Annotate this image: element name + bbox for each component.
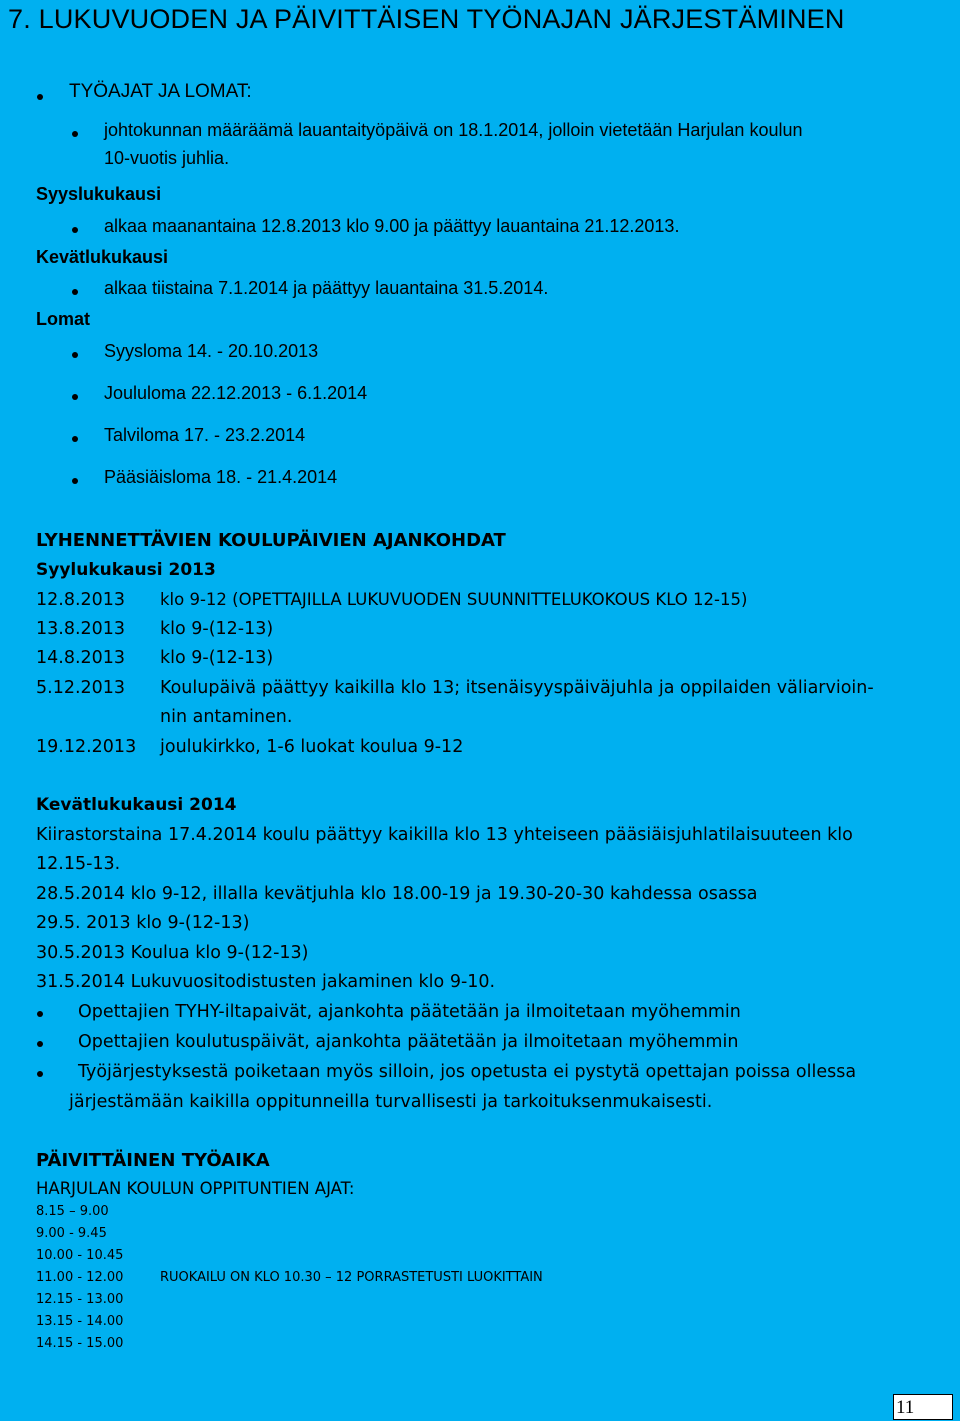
kevat-line: 29.5. 2013 klo 9-(12-13) [36,913,250,933]
bullet-icon [37,1011,43,1017]
row-date: 14.8.2013 [36,648,126,668]
lunch-note: RUOKAILU ON KLO 10.30 – 12 PORRASTETUSTI LUOKITTAIN [160,1270,543,1285]
bullet-icon [72,478,78,484]
loma-item: Pääsiäisloma 18. - 21.4.2014 [104,467,338,487]
bullet-icon [72,352,78,358]
syys-2013-heading: Syylukukausi 2013 [36,560,216,580]
bullet-icon [72,131,78,137]
lesson-time: 10.00 - 10.45 [36,1248,124,1263]
page-title: 7. LUKUVUODEN JA PÄIVITTÄISEN TYÖNAJAN JÄRJESTÄMINEN [8,4,845,34]
row-text: klo 9-12 (OPETTAJILLA LUKUVUODEN SUUNNITTELUKOKOUS KLO 12-15) [160,590,748,609]
row-text: joulukirkko, 1-6 luokat koulua 9-12 [160,737,464,757]
row-date: 12.8.2013 [36,590,126,610]
loma-item: Syysloma 14. - 20.10.2013 [104,341,319,361]
row-date: 5.12.2013 [36,678,126,698]
lesson-time: 13.15 - 14.00 [36,1314,124,1329]
syys-item: alkaa maanantaina 12.8.2013 klo 9.00 ja päättyy lauantaina 21.12.2013. [104,216,680,236]
lomat-label: Lomat [36,309,90,329]
loma-item: Talviloma 17. - 23.2.2014 [104,425,306,445]
tyoajat-item1-line2: 10-vuotis juhlia. [104,148,230,168]
paivittainen-heading: PÄIVITTÄINEN TYÖAIKA [36,1150,270,1171]
row-date: 19.12.2013 [36,737,137,757]
oppitunnit-heading: HARJULAN KOULUN OPPITUNTIEN AJAT: [36,1179,355,1198]
bullet-icon [72,436,78,442]
bullet-icon [37,1071,43,1077]
bullet-item: Työjärjestyksestä poiketaan myös silloin, jos opetusta ei pystytä opettajan poissa ollessa [78,1062,857,1082]
kevat-line: 30.5.2013 Koulua klo 9-(12-13) [36,943,309,963]
kevat-label: Kevätlukukausi [36,247,169,267]
bullet-icon [72,289,78,295]
lesson-time: 9.00 - 9.45 [36,1226,107,1241]
page-number: 11 [893,1394,953,1420]
bullet-icon [37,1041,43,1047]
kevat-line: 28.5.2014 klo 9-12, illalla kevätjuhla klo 18.00-19 ja 19.30-20-30 kahdessa osassa [36,884,758,904]
row-text: Koulupäivä päättyy kaikilla klo 13; itsenäisyyspäiväjuhla ja oppilaiden väliarvioin- [160,678,874,698]
bullet-item: Opettajien koulutuspäivät, ajankohta päätetään ja ilmoitetaan myöhemmin [78,1032,739,1052]
lesson-time: 11.00 - 12.00 [36,1270,124,1285]
lesson-time: 14.15 - 15.00 [36,1336,124,1351]
row-text: klo 9-(12-13) [160,648,274,668]
lyhennettavat-heading: LYHENNETTÄVIEN KOULUPÄIVIEN AJANKOHDAT [36,530,506,551]
tyoajat-heading: TYÖAJAT JA LOMAT: [69,81,252,102]
lesson-time: 8.15 – 9.00 [36,1204,109,1219]
kevat-2014-heading: Kevätlukukausi 2014 [36,795,237,815]
row-text: nin antaminen. [160,707,293,727]
bullet-icon [72,394,78,400]
kevat-line: 12.15-13. [36,854,121,874]
bullet-icon [72,227,78,233]
kevat-item: alkaa tiistaina 7.1.2014 ja päättyy lauantaina 31.5.2014. [104,278,549,298]
kevat-line: 31.5.2014 Lukuvuositodistusten jakaminen klo 9-10. [36,972,496,992]
kevat-line: Kiirastorstaina 17.4.2014 koulu päättyy kaikilla klo 13 yhteiseen pääsiäisjuhlatilaisuuteen klo [36,825,853,845]
tyoajat-item1-line1: johtokunnan määräämä lauantaityöpäivä on 18.1.2014, jolloin vietetään Harjulan koulun [104,120,803,140]
loma-item: Joululoma 22.12.2013 - 6.1.2014 [104,383,368,403]
bullet-item-cont: järjestämään kaikilla oppitunneilla turvallisesti ja tarkoituksenmukaisesti. [69,1092,713,1112]
bullet-icon [37,94,43,100]
row-date: 13.8.2013 [36,619,126,639]
bullet-item: Opettajien TYHY-iltapaivät, ajankohta päätetään ja ilmoitetaan myöhemmin [78,1002,741,1022]
lesson-time: 12.15 - 13.00 [36,1292,124,1307]
syys-label: Syyslukukausi [36,184,162,204]
row-text: klo 9-(12-13) [160,619,274,639]
